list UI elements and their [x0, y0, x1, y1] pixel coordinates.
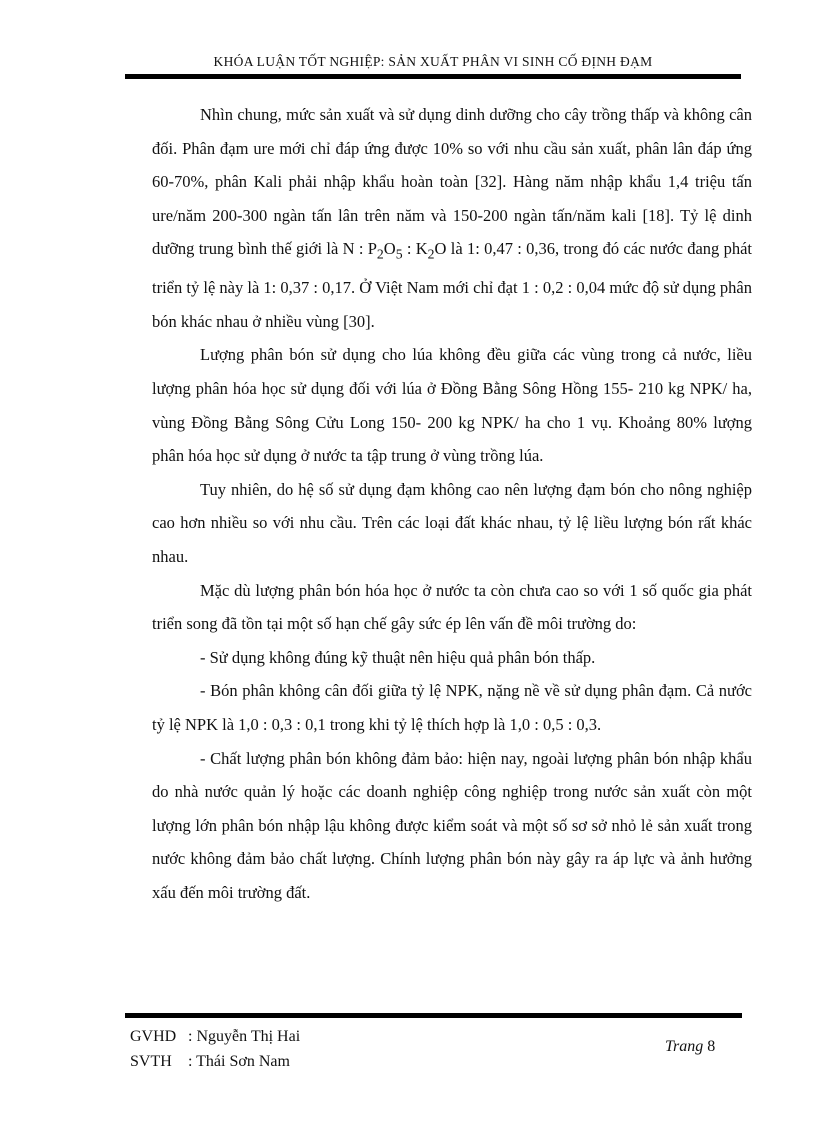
paragraph-text: O: [383, 239, 396, 259]
bullet-item: - Chất lượng phân bón không đảm bảo: hiện nay, ngoài lượng phân bón nhập khẩu do nhà nước quản lý hoặc các doanh nghiệp công nghiệp trong nước sản xuất còn một lượng lớn phân bón nhập lậu không được kiểm soát và một số sơ sở nhỏ lẻ sản xuất trong nước không đảm bảo chất lượng. Chính lượng phân bón này gây ra áp lực và ảnh hưởng xấu đến môi trường đất.: [152, 748, 752, 902]
page-word: Trang: [665, 1038, 704, 1055]
paragraph-rice-fertilizer: Lượng phân bón sử dụng cho lúa không đều giữa các vùng trong cả nước, liều lượng phân hóa học sử dụng đối với lúa ở Đồng Bằng Sông Hồng 155- 210 kg NPK/ ha, vùng Đồng Bằng Sông Cửu Long 150- 200 kg NPK/ ha cho 1 vụ. Khoảng 80% lượng phân hóa học sử dụng ở nước ta tập trung ở vùng trồng lúa.: [152, 345, 752, 466]
subscript: 2: [427, 246, 435, 262]
paragraph-nitrogen-efficiency: Tuy nhiên, do hệ số sử dụng đạm không cao nên lượng đạm bón cho nông nghiệp cao hơn nhiều so với nhu cầu. Trên các loại đất khác nhau, tỷ lệ liều lượng bón rất khác nhau.: [152, 479, 752, 567]
student-row: [130, 1049, 300, 1074]
header-rule: [125, 74, 741, 79]
supervisor-label: GVHD: [130, 1028, 177, 1045]
bullet-item: - Sử dụng không đúng kỹ thuật nên hiệu quả phân bón thấp.: [200, 647, 596, 667]
page-number: [665, 1038, 715, 1056]
running-header: KHÓA LUẬN TỐT NGHIỆP: SẢN XUẤT PHÂN VI SINH CỐ ĐỊNH ĐẠM: [213, 54, 653, 69]
supervisor-name: : Nguyễn Thị Hai: [188, 1028, 301, 1045]
footer-rule: [125, 1013, 742, 1018]
subscript: 5: [395, 246, 403, 262]
student-label: SVTH: [130, 1053, 172, 1070]
paragraph-nutrient-overview: [152, 98, 752, 338]
supervisor-row: [130, 1024, 300, 1049]
footer-credits: [130, 1024, 300, 1074]
paragraph-text: Nhìn chung, mức sản xuất và sử dụng dinh dưỡng cho cây trồng thấp và không cân đối. Phân đạm ure mới chỉ đáp ứng được 10% so với nhu cầu sản xuất, phân lân đáp ứng 60-70%, phân Kali phải nhập khẩu hoàn toàn [32]. Hàng năm nhập khẩu 1,4 triệu tấn ure/năm 200-300 ngàn tấn lân trên năm và 150-200 ngàn tấn/năm kali [18]. Tỷ lệ dinh dưỡng trung bình thế giới là N : P: [152, 105, 752, 259]
student-name: : Thái Sơn Nam: [188, 1053, 290, 1070]
paragraph-environment-pressure: Mặc dù lượng phân bón hóa học ở nước ta còn chưa cao so với 1 số quốc gia phát triển song đã tồn tại một số hạn chế gây sức ép lên vấn đề môi trường do:: [152, 580, 752, 634]
paragraph-text: : K: [402, 239, 428, 259]
bullet-item: - Bón phân không cân đối giữa tỷ lệ NPK, nặng nề về sử dụng phân đạm. Cả nước tỷ lệ NPK là 1,0 : 0,3 : 0,1 trong khi tỷ lệ thích hợp là 1,0 : 0,5 : 0,3.: [152, 681, 752, 734]
page-number-value: 8: [707, 1038, 716, 1055]
page-body: [152, 98, 752, 910]
subscript: 2: [376, 246, 384, 262]
paragraph-text: O là 1: 0,47 : 0,36, trong đó các nước đang phát triển tỷ lệ này là 1: 0,37 : 0,17. Ở Việt Nam mới chỉ đạt 1 : 0,2 : 0,04 mức độ sử dụng phân bón khác nhau ở nhiều vùng [30].: [152, 239, 753, 331]
